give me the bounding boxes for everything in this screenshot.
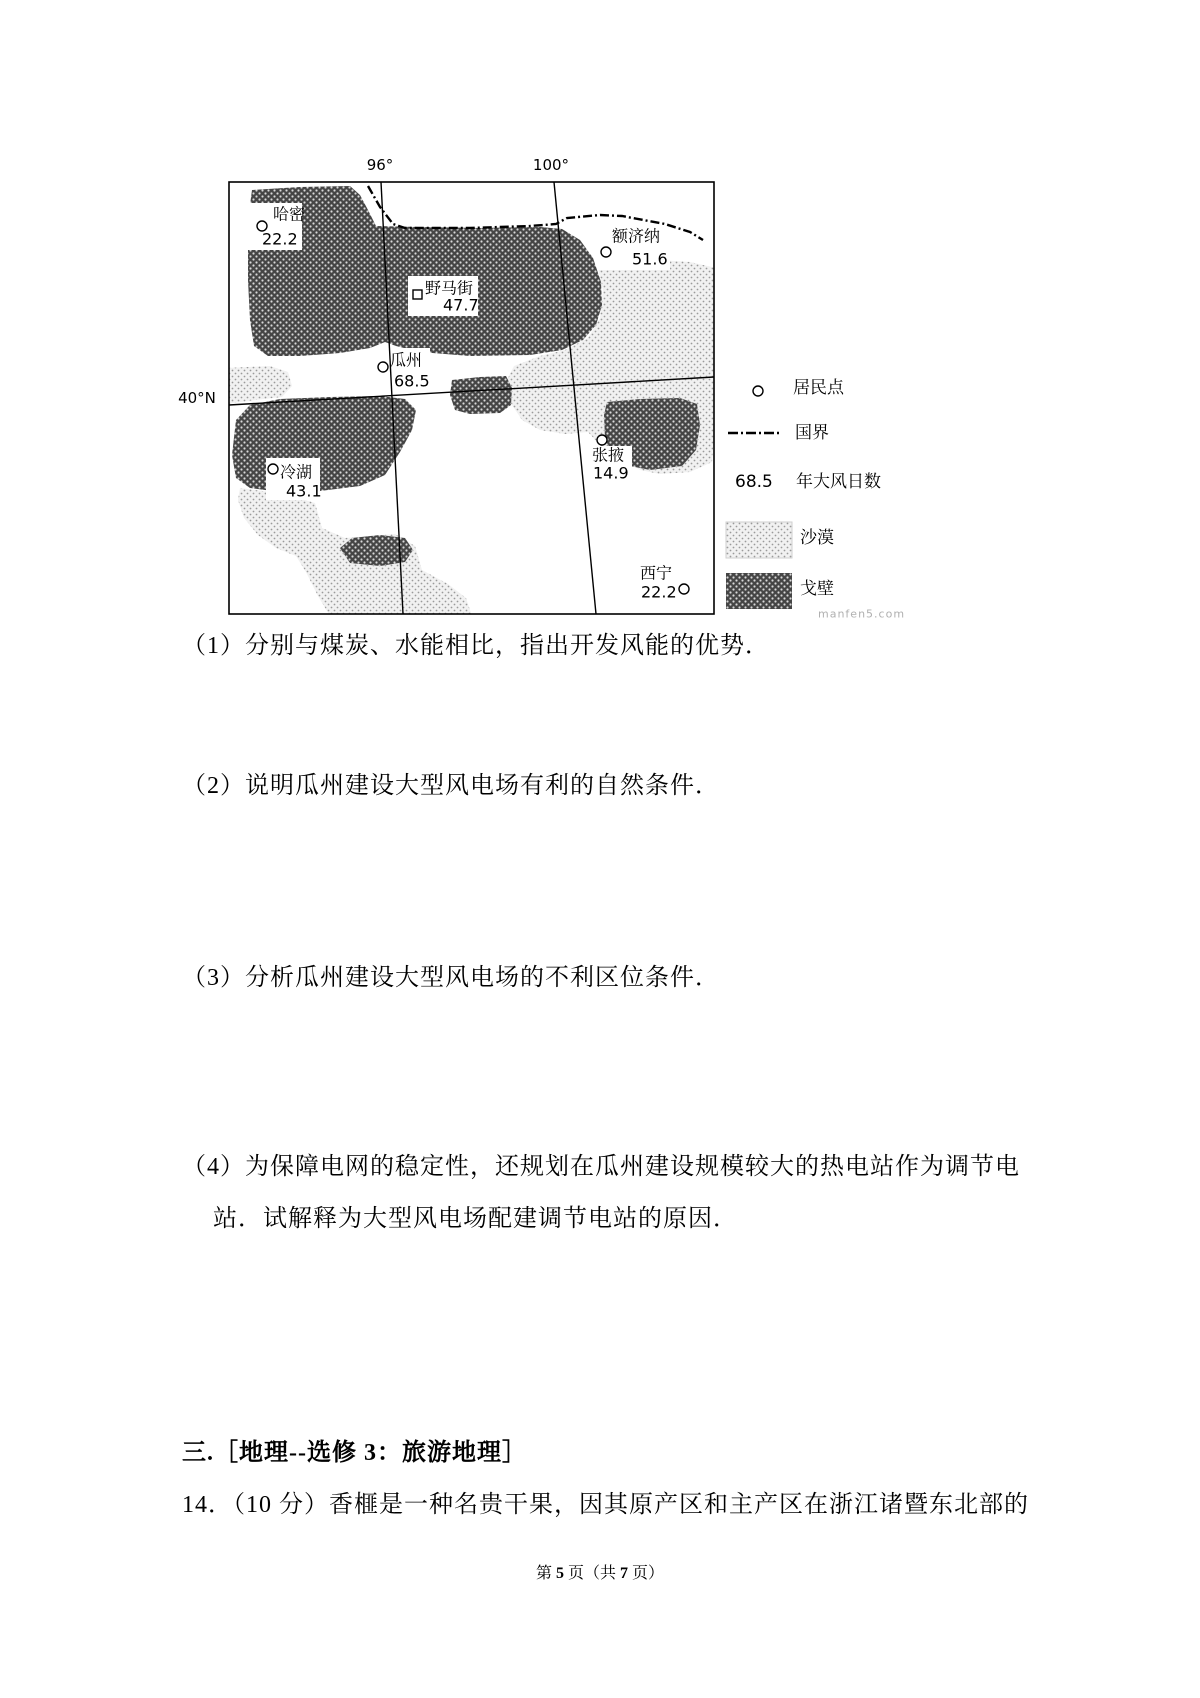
- wind-days-value: 47.7: [443, 295, 479, 315]
- watermark: manfen5.com: [818, 607, 906, 621]
- legend-desert-swatch: [726, 522, 792, 558]
- settlement-marker: [679, 584, 689, 594]
- footer-middle: 页（共: [567, 1565, 616, 1582]
- settlement-marker: [601, 247, 611, 257]
- legend-wind-days-label: 年大风日数: [796, 472, 881, 492]
- footer-total-pages: 7: [620, 1565, 628, 1582]
- wind-days-value: 51.6: [632, 249, 668, 269]
- question-4-line-1: （4）为保障电网的稳定性，还规划在瓜州建设规模较大的热电站作为调节电: [182, 1154, 1020, 1180]
- settlement-marker: [268, 464, 278, 474]
- question-3: （3）分析瓜州建设大型风电场的不利区位条件．: [182, 965, 720, 991]
- map-legend: [726, 378, 881, 609]
- legend-gobi-label: 戈壁: [800, 579, 834, 599]
- settlement-name: 哈密: [273, 204, 306, 224]
- wind-days-value: 14.9: [593, 463, 629, 483]
- question-4-line-2: 站．试解释为大型风电场配建调节电站的原因．: [213, 1206, 738, 1232]
- settlement-marker: [413, 290, 422, 299]
- wind-days-value: 22.2: [262, 229, 298, 249]
- legend-desert-label: 沙漠: [800, 528, 834, 548]
- question-1: （1）分别与煤炭、水能相比，指出开发风能的优势．: [182, 633, 770, 659]
- legend-settlement-symbol: [753, 386, 763, 396]
- wind-map-figure: [0, 0, 1200, 640]
- legend-gobi-swatch: [726, 573, 792, 609]
- section-title: 三.［地理--选修 3：旅游地理］: [182, 1440, 527, 1466]
- wind-days-value: 68.5: [394, 371, 430, 391]
- question-2: （2）说明瓜州建设大型风电场有利的自然条件．: [182, 773, 720, 799]
- footer-page-number: 5: [555, 1565, 564, 1582]
- settlement-marker: [378, 362, 388, 372]
- page-footer: [0, 1562, 1200, 1586]
- settlement-name: 野马街: [425, 278, 474, 298]
- settlement-name: 瓜州: [390, 350, 423, 370]
- settlement-marker: [597, 435, 607, 445]
- legend-border-label: 国界: [795, 423, 829, 443]
- settlement-name: 西宁: [640, 563, 673, 583]
- latitude-label-40n: 40°N: [178, 389, 216, 407]
- settlement-name: 额济纳: [612, 226, 661, 246]
- question-14: 14．（10 分）香榧是一种名贵干果，因其原产区和主产区在浙江诸暨东北部的: [182, 1492, 1029, 1518]
- wind-days-value: 22.2: [641, 582, 677, 602]
- longitude-label-100: 100°: [532, 156, 570, 174]
- footer-prefix: 第: [535, 1565, 552, 1582]
- legend-sample-value: 68.5: [735, 472, 773, 492]
- gobi-region: [340, 535, 413, 566]
- settlement-name: 冷湖: [280, 462, 313, 482]
- wind-days-value: 43.1: [286, 481, 322, 501]
- legend-settlement-label: 居民点: [793, 378, 844, 398]
- gobi-region: [450, 376, 512, 414]
- footer-suffix: 页）: [632, 1565, 665, 1582]
- settlement-name: 张掖: [592, 445, 625, 465]
- longitude-label-96: 96°: [366, 156, 394, 174]
